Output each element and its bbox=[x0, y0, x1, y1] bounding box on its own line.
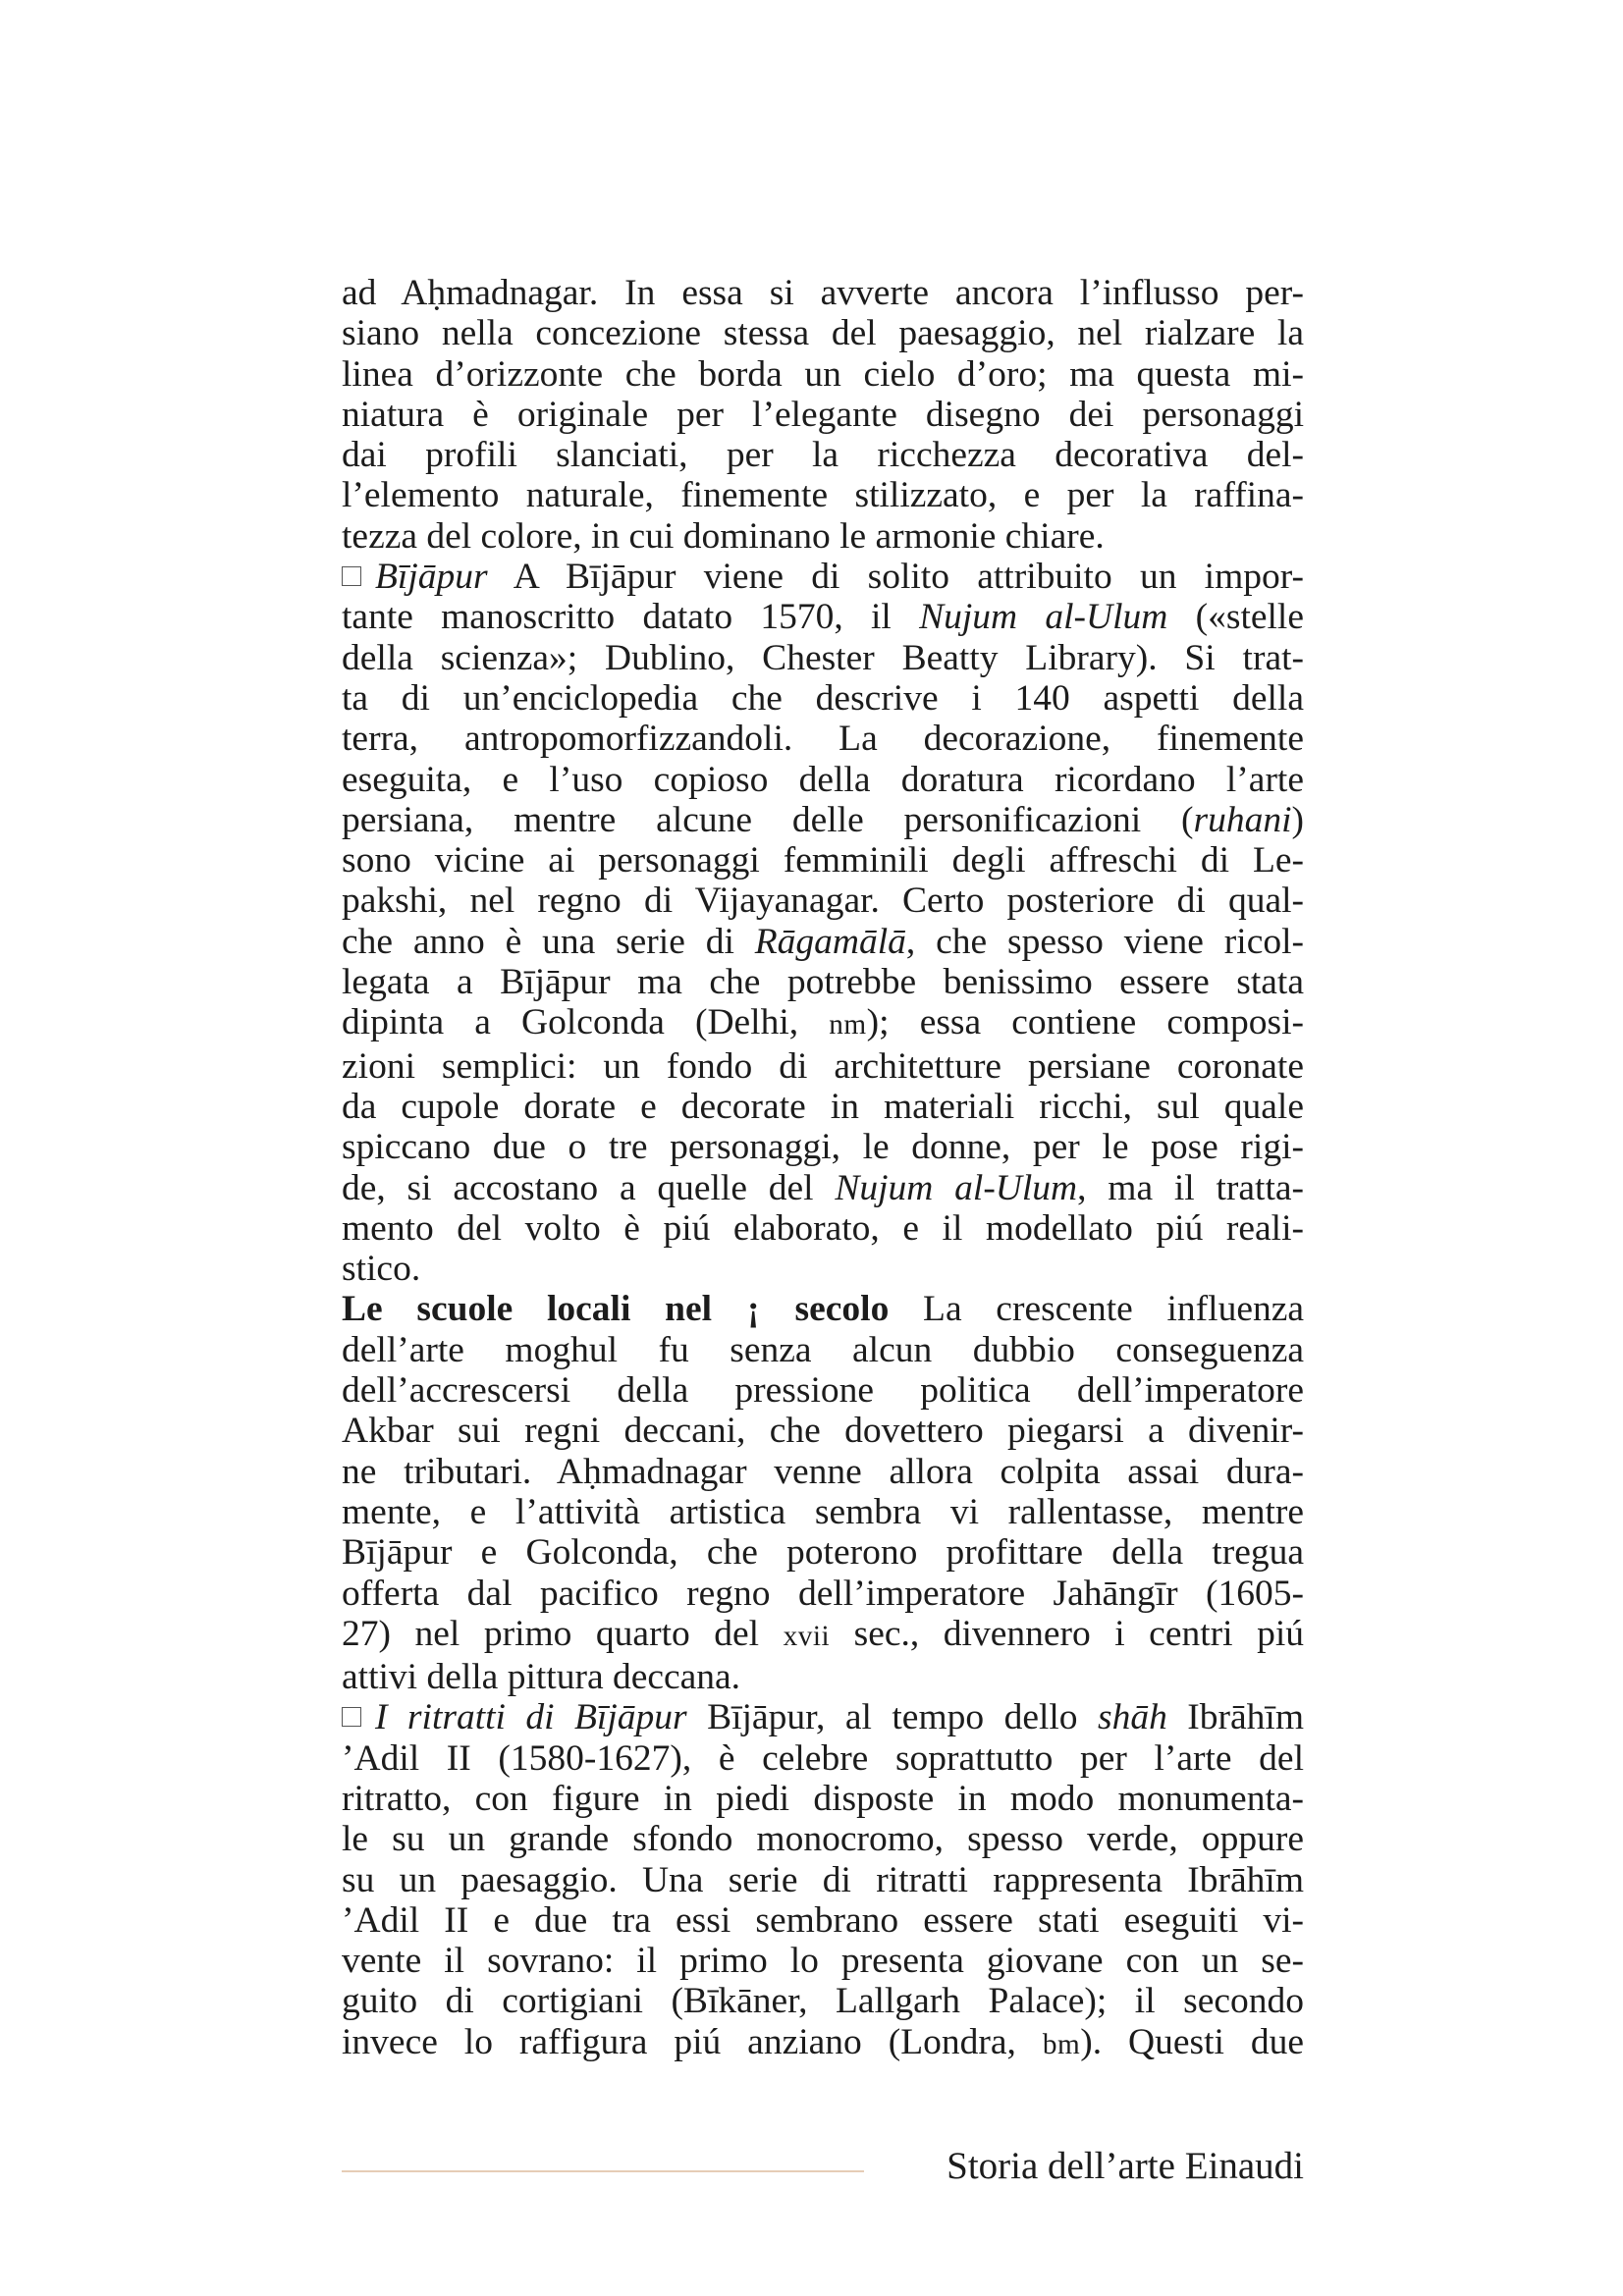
text-line: siano nella concezione stessa del paesaggio, nel rialzare la bbox=[342, 313, 1304, 354]
text-line: ’Adil II e due tra essi sembrano essere stati eseguiti vi- bbox=[342, 1899, 1304, 1941]
text-line: dipinta a Golconda (Delhi, nm); essa contiene composi- bbox=[342, 1002, 1304, 1043]
text-line: Bījāpur e Golconda, che poterono profittare della tregua bbox=[342, 1532, 1304, 1574]
text-line: le su un grande sfondo monocromo, spesso verde, oppure bbox=[342, 1819, 1304, 1860]
text-line: Le scuole locali nel ¡ secolo La crescente influenza bbox=[342, 1289, 1304, 1330]
text-line: de, si accostano a quelle del Nujum al-Ulum, ma il tratta- bbox=[342, 1167, 1304, 1208]
text-line: spiccano due o tre personaggi, le donne, per le pose rigi- bbox=[342, 1127, 1304, 1168]
text-line: ritratto, con figure in piedi disposte in modo monumenta- bbox=[342, 1778, 1304, 1819]
text-line: su un paesaggio. Una serie di ritratti rappresenta Ibrāhīm bbox=[342, 1859, 1304, 1900]
text-line: eseguita, e l’uso copioso della doratura ricordano l’arte bbox=[342, 759, 1304, 800]
text-line: della scienza»; Dublino, Chester Beatty Library). Si trat- bbox=[342, 637, 1304, 678]
section-heading: Bījāpur bbox=[375, 557, 488, 598]
text-line: mento del volto è piú elaborato, e il modellato piú reali- bbox=[342, 1207, 1304, 1249]
text-line: da cupole dorate e decorate in materiali ricchi, sul quale bbox=[342, 1086, 1304, 1127]
text-line: ne tributari. Aḥmadnagar venne allora colpita assai dura- bbox=[342, 1451, 1304, 1492]
text-line: invece lo raffigura piú anziano (Londra, bm). Questi due bbox=[342, 2021, 1304, 2062]
text-line: dell’arte moghul fu senza alcun dubbio conseguenza bbox=[342, 1329, 1304, 1370]
text-line: guito di cortigiani (Bīkāner, Lallgarh Palace); il secondo bbox=[342, 1981, 1304, 2022]
text-line: offerta dal pacifico regno dell’imperatore Jahāngīr (1605- bbox=[342, 1573, 1304, 1614]
text-line: I ritratti di Bījāpur Bījāpur, al tempo dello shāh Ibrāhīm bbox=[342, 1697, 1304, 1737]
text-line: vente il sovrano: il primo lo presenta giovane con un se- bbox=[342, 1941, 1304, 1982]
text-line: persiana, mentre alcune delle personificazioni (ruhani) bbox=[342, 799, 1304, 840]
text-line: l’elemento naturale, finemente stilizzato, e per la raffina- bbox=[342, 475, 1304, 516]
text-line: terra, antropomorfizzandoli. La decorazione, finemente bbox=[342, 719, 1304, 760]
text-line: Bījāpur A Bījāpur viene di solito attribuito un impor- bbox=[342, 557, 1304, 597]
body-text bbox=[342, 273, 1304, 2065]
text-line: mente, e l’attività artistica sembra vi rallentasse, mentre bbox=[342, 1491, 1304, 1532]
footer-rule bbox=[342, 2170, 864, 2172]
text-line: ta di un’enciclopedia che descrive i 140 aspetti della bbox=[342, 677, 1304, 719]
text-line: dell’accrescersi della pressione politica dell’imperatore bbox=[342, 1370, 1304, 1412]
section-heading: Le scuole locali nel bbox=[342, 1289, 713, 1330]
text-line: tezza del colore, in cui dominano le armonie chiare. bbox=[342, 515, 1105, 557]
text-line: che anno è una serie di Rāgamālā, che spesso viene ricol- bbox=[342, 921, 1304, 962]
text-line: stico. bbox=[342, 1249, 421, 1290]
text-line: niatura è originale per l’elegante disegno dei personaggi bbox=[342, 394, 1304, 435]
section-heading: I ritratti di Bījāpur bbox=[375, 1697, 687, 1738]
text-line: attivi della pittura deccana. bbox=[342, 1657, 741, 1698]
text-line: ’Adil II (1580-1627), è celebre soprattutto per l’arte del bbox=[342, 1737, 1304, 1779]
section-box-icon bbox=[342, 566, 361, 586]
text-line: ad Aḥmadnagar. In essa si avverte ancora l’influsso per- bbox=[342, 273, 1304, 313]
text-line: tante manoscritto datato 1570, il Nujum al-Ulum («stelle bbox=[342, 597, 1304, 638]
text-line: sono vicine ai personaggi femminili degli affreschi di Le- bbox=[342, 840, 1304, 881]
text-line: legata a Bījāpur ma che potrebbe benissimo essere stata bbox=[342, 962, 1304, 1003]
text-line: linea d’orizzonte che borda un cielo d’oro; ma questa mi- bbox=[342, 353, 1304, 395]
text-line: dai profili slanciati, per la ricchezza decorativa del- bbox=[342, 435, 1304, 476]
text-line: pakshi, nel regno di Vijayanagar. Certo posteriore di qual- bbox=[342, 881, 1304, 922]
text-line: zioni semplici: un fondo di architetture persiane coronate bbox=[342, 1045, 1304, 1087]
text-line: Akbar sui regni deccani, che dovettero piegarsi a divenir- bbox=[342, 1411, 1304, 1452]
footer-title: Storia dell’arte Einaudi bbox=[947, 2145, 1304, 2187]
text-line: 27) nel primo quarto del xvii sec., divennero i centri piú bbox=[342, 1613, 1304, 1654]
section-box-icon bbox=[342, 1707, 361, 1727]
